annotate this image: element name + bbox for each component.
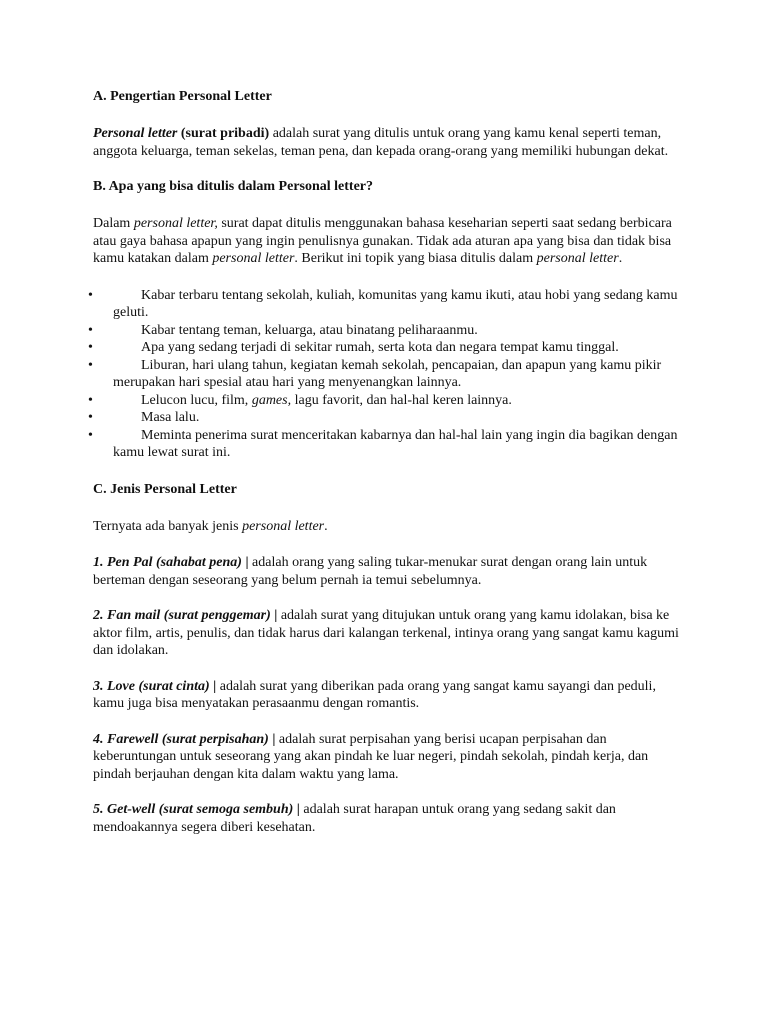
list-item-text: lagu favorit, dan hal-hal keren lainnya. xyxy=(291,392,512,408)
type-desc: adalah surat yang diberikan pada orang yang sangat kamu sayangi dan peduli, kamu juga bisa menyatakan perasaanmu dengan romantis. xyxy=(93,678,656,711)
list-item xyxy=(88,339,683,357)
document-body xyxy=(88,88,683,836)
type-item xyxy=(93,801,683,836)
section-a-heading: A. Pengertian Personal Letter xyxy=(93,89,272,104)
list-item-text: Kabar tentang teman, keluarga, atau binatang peliharaanmu. xyxy=(141,322,478,338)
intro-text-2: surat dapat ditulis menggunakan bahasa keseharian seperti saat sedang berbicara atau gaya bahasa apapun yang ingin penulisnya gunakan. Tidak ada aturan apa yang bisa dan tidak bisa kamu katakan dalam xyxy=(93,216,672,266)
section-b-heading: B. Apa yang bisa ditulis dalam Personal letter? xyxy=(93,179,374,194)
list-item xyxy=(88,357,683,392)
type-desc: adalah orang yang saling tukar-menukar surat dengan orang lain untuk berteman dengan seseorang yang belum pernah ia temui sebelumnya. xyxy=(93,555,648,588)
type-item xyxy=(93,554,683,589)
definition-text: adalah surat yang ditulis untuk orang yang kamu kenal seperti teman, anggota keluarga, teman sekelas, teman pena, dan kepada orang-orang yang memiliki hubungan dekat. xyxy=(93,126,669,159)
list-item-text: Masa lalu. xyxy=(141,410,200,425)
bullet-icon: • xyxy=(88,410,93,425)
list-item xyxy=(88,287,683,322)
list-item xyxy=(88,392,683,410)
intro-text: Ternyata ada banyak jenis xyxy=(93,518,243,534)
type-name: 2. Fan mail (surat penggemar) xyxy=(93,608,271,623)
type-name: 3. Love (surat cinta) xyxy=(93,678,210,694)
type-item xyxy=(93,731,683,784)
list-item-text: Lelucon lucu, film, xyxy=(141,392,252,408)
bullet-icon: • xyxy=(88,340,93,355)
list-item-text: Liburan, hari ulang tahun, kegiatan kemah sekolah, pencapaian, dan apapun yang kamu pikir merupakan hari spesial atau hari yang menyenangkan lainnya. xyxy=(113,357,662,390)
intro-term-1: personal letter, xyxy=(133,216,218,231)
section-c-intro xyxy=(93,518,683,536)
separator: | xyxy=(213,678,217,694)
list-item-text: Meminta penerima surat menceritakan kabarnya dan hal-hal lain yang ingin dia bagikan dengan kamu lewat surat ini. xyxy=(113,427,678,460)
section-a-paragraph xyxy=(93,125,683,160)
topic-list xyxy=(88,287,683,462)
type-desc: adalah surat perpisahan yang berisi ucapan perpisahan dan keberuntungan untuk seseorang yang akan pindah ke luar negeri, pindah sekolah, pindah kerja, dan pindah berjauhan dengan kita dalam waktu yang lama. xyxy=(93,731,649,782)
separator: | xyxy=(245,555,249,570)
term-gloss: (surat pribadi) xyxy=(180,126,270,141)
list-item-italic: games, xyxy=(251,392,292,408)
type-list xyxy=(93,554,683,836)
intro-text-3: . Berikut ini topik yang biasa ditulis dalam xyxy=(294,251,537,266)
list-item-text: Apa yang sedang terjadi di sekitar rumah, serta kota dan negara tempat kamu tinggal. xyxy=(141,340,619,355)
type-name: 5. Get-well (surat semoga sembuh) xyxy=(93,802,294,817)
bullet-icon: • xyxy=(88,427,93,443)
separator: | xyxy=(272,731,276,747)
type-desc: adalah surat yang ditujukan untuk orang yang kamu idolakan, bisa ke aktor film, artis, penulis, dan tidak harus dari kalangan terkenal, intinya orang yang sangat kamu kagumi dan idolakan. xyxy=(93,608,679,658)
intro-term: personal letter xyxy=(242,518,325,534)
intro-term-3: personal letter xyxy=(536,251,619,266)
list-item xyxy=(88,409,683,427)
bullet-icon: • xyxy=(88,287,93,303)
separator: | xyxy=(274,608,278,623)
section-c-heading: C. Jenis Personal Letter xyxy=(93,481,237,497)
type-item xyxy=(93,607,683,660)
intro-term-2: personal letter xyxy=(212,251,295,266)
type-name: 4. Farewell (surat perpisahan) xyxy=(93,731,269,747)
bullet-icon: • xyxy=(88,322,93,338)
list-item xyxy=(88,322,683,340)
bullet-icon: • xyxy=(88,392,93,408)
intro-text-end: . xyxy=(324,518,328,534)
type-item xyxy=(93,678,683,713)
term-personal-letter: Personal letter xyxy=(93,126,178,141)
intro-text-1: Dalam xyxy=(93,216,134,231)
intro-text-4: . xyxy=(618,251,623,266)
list-item xyxy=(88,427,683,462)
type-name: 1. Pen Pal (sahabat pena) xyxy=(93,555,242,570)
separator: | xyxy=(296,802,300,817)
type-desc: adalah surat harapan untuk orang yang sedang sakit dan mendoakannya segera diberi kesehatan. xyxy=(93,802,616,835)
section-b-paragraph xyxy=(93,215,683,268)
list-item-text: Kabar terbaru tentang sekolah, kuliah, komunitas yang kamu ikuti, atau hobi yang sedang kamu geluti. xyxy=(113,287,678,320)
bullet-icon: • xyxy=(88,357,93,373)
